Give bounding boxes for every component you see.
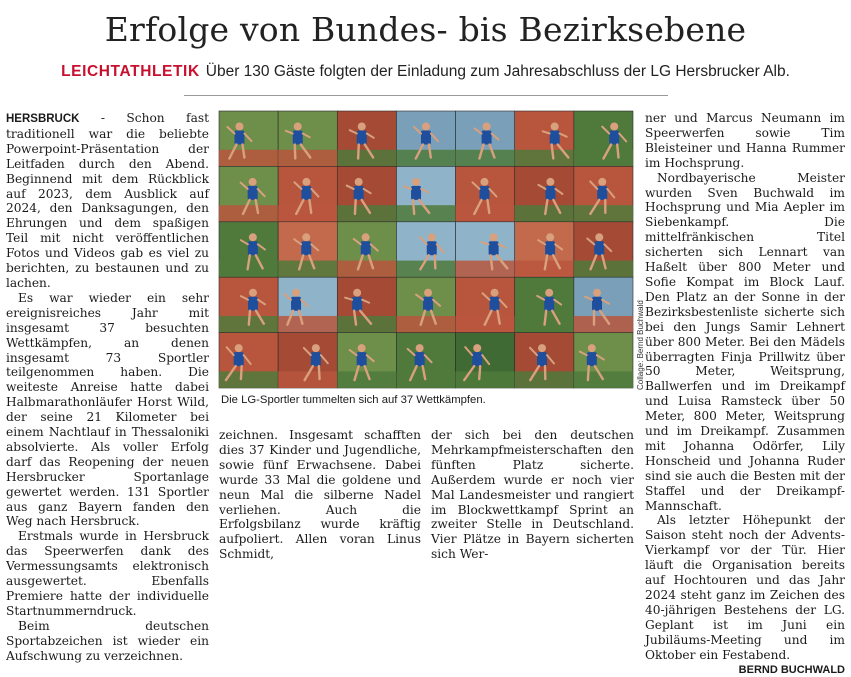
collage-tile xyxy=(219,222,278,277)
subhead-divider xyxy=(184,95,668,96)
collage-tile xyxy=(219,277,278,332)
collage-tile xyxy=(337,333,396,388)
collage-tile xyxy=(515,166,574,221)
collage-tile xyxy=(456,222,515,277)
headline: Erfolge von Bundes- bis Bezirksebene xyxy=(104,10,747,49)
collage-tile xyxy=(574,111,633,166)
article-column-2 xyxy=(219,428,421,562)
collage-tile xyxy=(456,277,515,332)
paragraph: zeichnen. Insgesamt schafften dies 37 Kinder und Jugendliche, sowie fünf Erwachsene. Dabei wurde 33 Mal die goldene und neun Mal die silberne Nadel verliehen. Auch die Erfolgsbilanz wurde kräftig aufpoliert. Allen voran Linus Schmidt, xyxy=(219,428,421,562)
author-byline: BERND BUCHWALD xyxy=(738,663,845,676)
collage-tile xyxy=(337,166,396,221)
subhead-text: Über 130 Gäste folgten der Einladung zum Jahresabschluss der LG Hersbrucker Alb. xyxy=(205,63,790,80)
collage-tile xyxy=(396,222,455,277)
collage-tile xyxy=(396,333,455,388)
article-column-3 xyxy=(431,428,634,562)
paragraph: Nordbayerische Meister wurden Sven Buchwald im Hochsprung und Mia Aepler im Siebenkampf. Die mittelfränkischen Titel sicherten sich Lennart van Haßelt über 800 Meter und Sofie Kompat im Block Lauf. Den Platz an der Sonne in der Bezirksbestenliste sicherte sich bei den Jungs Samir Lehnert über 800 Meter. Bei den Mädels überragten Finja Prillwitz über 50 Meter, Weitsprung, Ballwerfen und im Dreikampf und Luisa Ramsteck über 50 Meter, 800 Meter, Weitsprung und im Dreikampf. Zusammen mit Johanna Odörfer, Lily Honscheid und Johanna Ruder sind sie auch die Besten mit der Staffel und der Dreikampf-Mannschaft. xyxy=(645,170,845,513)
collage-tile xyxy=(337,222,396,277)
collage-tile xyxy=(219,333,278,388)
collage-tile xyxy=(219,166,278,221)
collage-tile xyxy=(278,333,337,388)
collage-tile xyxy=(515,333,574,388)
paragraph: ner und Marcus Neumann im Speerwerfen sowie Tim Bleisteiner und Hanna Rummer im Hochsprung. xyxy=(645,111,845,170)
collage-tile xyxy=(219,111,278,166)
collage-tile xyxy=(337,111,396,166)
paragraph-text: Als letzter Höhepunkt der Saison steht noch der Advents-Vierkampf vor der Tür. Hier läuft die Organisation bereits auf Hochtouren und das Jahr 2024 steht ganz im Zeichen des 40-jährigen Bestehens der LG. Geplant ist im Juni ein Jubiläums-Meeting und im Oktober ein Festabend. xyxy=(645,513,845,662)
collage-tile xyxy=(278,277,337,332)
article-column-1 xyxy=(6,111,209,663)
dateline: HERSBRUCK xyxy=(6,113,80,125)
paragraph-text: - Schon fast traditionell war die beliebte Powerpoint-Präsentation der Leitfaden durch den Abend. Beginnend mit dem Rückblick auf 2023, dem Ausblick auf 2024, den Danksagungen, den Ehrungen und dem spaßigen Teil mit nicht veröffentlichen Fotos und Videos gab es viel zu berichten, zu bestaunen und zu lachen. xyxy=(6,111,209,290)
article-column-4 xyxy=(645,111,845,676)
collage-tile xyxy=(396,111,455,166)
collage-tile xyxy=(278,111,337,166)
collage-tile xyxy=(515,111,574,166)
collage-tile xyxy=(574,333,633,388)
collage-tile xyxy=(574,277,633,332)
collage-tile xyxy=(574,166,633,221)
photo-collage xyxy=(219,111,633,388)
photo-credit: Collage: Bernd Buchwald xyxy=(636,300,645,390)
photo-caption: Die LG-Sportler tummelten sich auf 37 Wettkämpfen. xyxy=(221,394,486,406)
collage-tile xyxy=(278,222,337,277)
paragraph: der sich bei den deutschen Mehrkampfmeisterschaften den fünften Platz sicherte. Außerdem wurde er noch vier Mal Landesmeister und rangiert im Blockwettkampf Sprint an zweiter Stelle in Deutschland. Vier Plätze in Bayern sicherten sich Wer- xyxy=(431,428,634,562)
subheadline xyxy=(0,63,851,81)
collage-tile xyxy=(396,277,455,332)
collage-tile xyxy=(337,277,396,332)
collage-tile xyxy=(456,333,515,388)
collage-graphic xyxy=(219,111,633,388)
paragraph: Erstmals wurde in Hersbruck das Speerwerfen dank des Vermessungsamts elektronisch ausgewertet. Ebenfalls Premiere hatte der individuelle Startnummerndruck. xyxy=(6,529,209,618)
collage-tile xyxy=(278,166,337,221)
collage-tile xyxy=(456,166,515,221)
collage-tile xyxy=(515,222,574,277)
collage-tile xyxy=(515,277,574,332)
paragraph xyxy=(6,111,209,291)
collage-tile xyxy=(574,222,633,277)
kicker: LEICHTATHLETIK xyxy=(61,63,200,80)
paragraph xyxy=(645,513,845,676)
collage-tile xyxy=(396,166,455,221)
paragraph: Es war wieder ein sehr ereignisreiches Jahr mit insgesamt 37 besuchten Wettkämpfen, an denen insgesamt 73 Sportler teilgenommen haben. Die weiteste Anreise hatte dabei Halbmarathonläufer Horst Wild, der seine 21 Kilometer bei einem Nachtlauf in Thessaloniki absolvierte. Als voller Erfolg darf das Reopening der neuen Hersbrucker Sportanlage gewertet werden. 131 Sportler aus ganz Bayern fanden den Weg nach Hersbruck. xyxy=(6,290,209,529)
collage-tile xyxy=(456,111,515,166)
paragraph: Beim deutschen Sportabzeichen ist wieder ein Aufschwung zu verzeichnen. xyxy=(6,618,209,663)
